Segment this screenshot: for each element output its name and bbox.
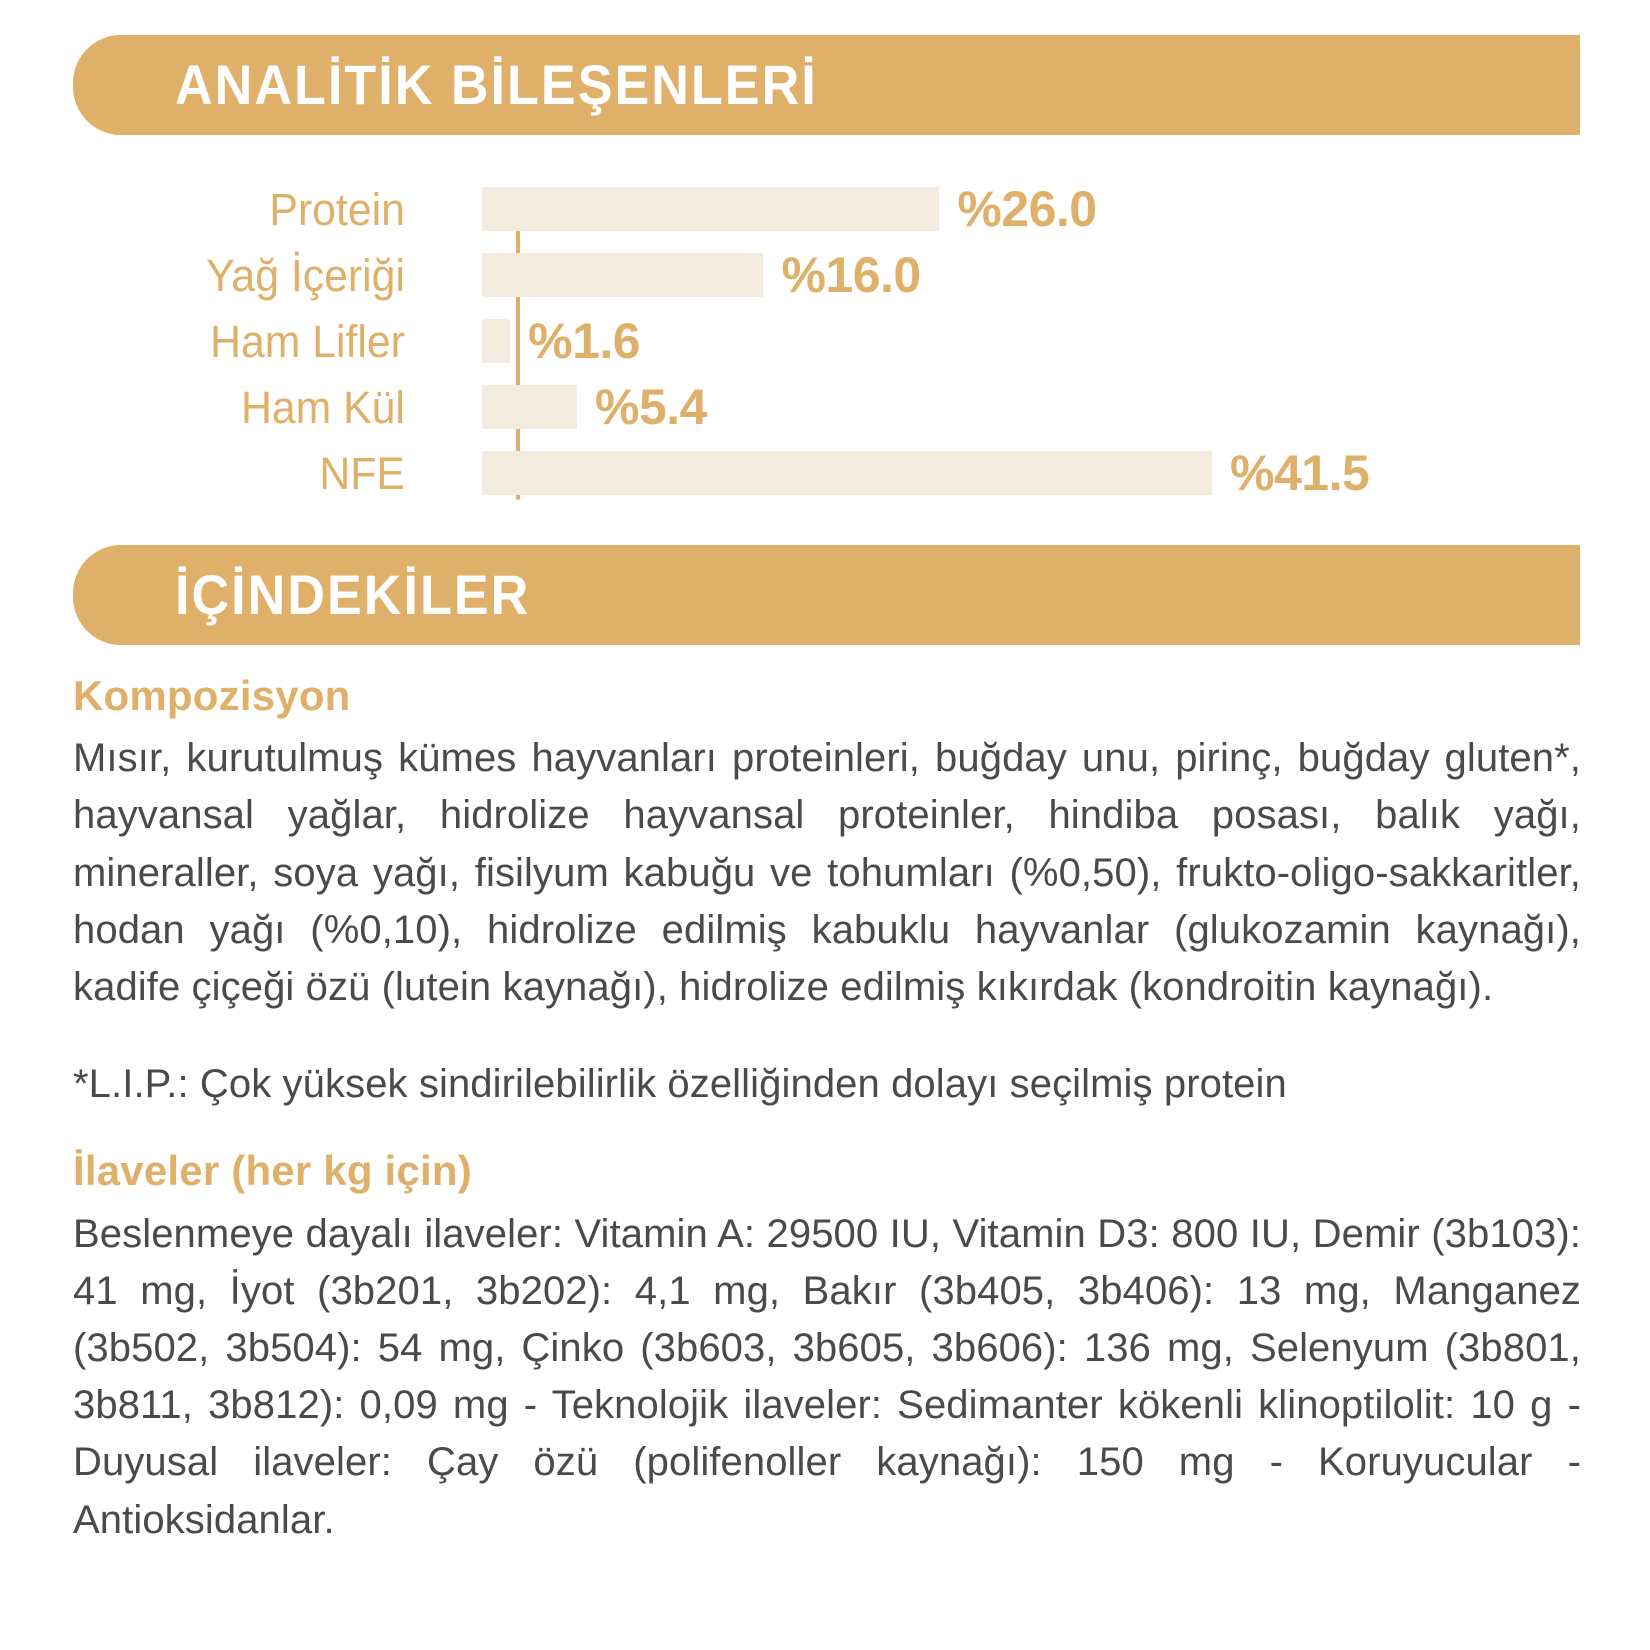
analytical-section-header: [73, 35, 1580, 135]
chart-category-label: Yağ İçeriği: [206, 249, 405, 301]
chart-bar: [482, 385, 577, 429]
chart-bar-value: %1.6: [528, 313, 641, 369]
chart-bar-value: %41.5: [1230, 445, 1370, 501]
chart-row: [0, 378, 1650, 436]
chart-bar-wrap: [482, 379, 707, 435]
chart-row: [0, 180, 1650, 238]
chart-bar-value: %16.0: [781, 247, 921, 303]
chart-category-label: Ham Lifler: [210, 315, 405, 367]
chart-bar-wrap: [482, 247, 921, 303]
chart-row: [0, 444, 1650, 502]
analytical-section-title: ANALİTİK BİLEŞENLERİ: [175, 53, 818, 116]
chart-bar-value: %26.0: [957, 181, 1097, 237]
chart-row: [0, 312, 1650, 370]
chart-bar-wrap: [482, 445, 1370, 501]
ingredients-section-title: İÇİNDEKİLER: [175, 563, 531, 626]
chart-bar-wrap: [482, 181, 1097, 237]
additives-text: Beslenmeye dayalı ilaveler: Vitamin A: 29500 IU, Vitamin D3: 800 IU, Demir (3b103): 41 mg, İyot (3b201, 3b202): 4,1 mg, Bakır (3b405, 3b406): 13 mg, Manganez (3b502, 3b504): 54 mg, Çinko (3b603, 3b605, 3b606): 136 mg, Selenyum (3b801, 3b811, 3b812): 0,09 mg - Teknolojik ilaveler: Sedimanter kökenli klinoptilolit: 10 g - Duyusal ilaveler: Çay özü (polifenoller kaynağı): 150 mg - Koruyucular - Antioksidanlar.: [73, 1211, 1581, 1542]
composition-heading: Kompozisyon: [73, 672, 351, 719]
ingredients-section-header: [73, 545, 1580, 645]
chart-bar: [482, 319, 510, 363]
composition-text: Mısır, kurutulmuş kümes hayvanları proteinleri, buğday unu, pirinç, buğday gluten*, hayvansal yağlar, hidrolize hayvansal proteinler, hindiba posası, balık yağı, mineraller, soya yağı, fisilyum kabuğu ve tohumları (%0,50), frukto-oligo-sakkaritler, hodan yağı (%0,10), hidrolize edilmiş kabuklu hayvanlar (glukozamin kaynağı), kadife çiçeği özü (lutein kaynağı), hidrolize edilmiş kıkırdak (kondroitin kaynağı).: [73, 736, 1581, 1010]
analytical-components-chart: [0, 172, 1650, 512]
chart-bar-value: %5.4: [594, 379, 707, 435]
chart-bar: [482, 253, 763, 297]
chart-category-label: Protein: [269, 183, 405, 235]
chart-category-label: NFE: [319, 447, 405, 499]
spacer: [73, 1016, 1581, 1056]
chart-bar-wrap: [482, 313, 641, 369]
chart-category-label: Ham Kül: [240, 381, 405, 433]
chart-bar: [482, 187, 939, 231]
ingredients-content: [73, 672, 1581, 1549]
chart-row: [0, 246, 1650, 304]
chart-bar: [482, 451, 1212, 495]
additives-heading: İlaveler (her kg için): [73, 1147, 472, 1195]
composition-footnote: *L.I.P.: Çok yüksek sindirilebilirlik özelliğinden dolayı seçilmiş protein: [73, 1062, 1287, 1107]
spacer: [73, 1113, 1581, 1147]
